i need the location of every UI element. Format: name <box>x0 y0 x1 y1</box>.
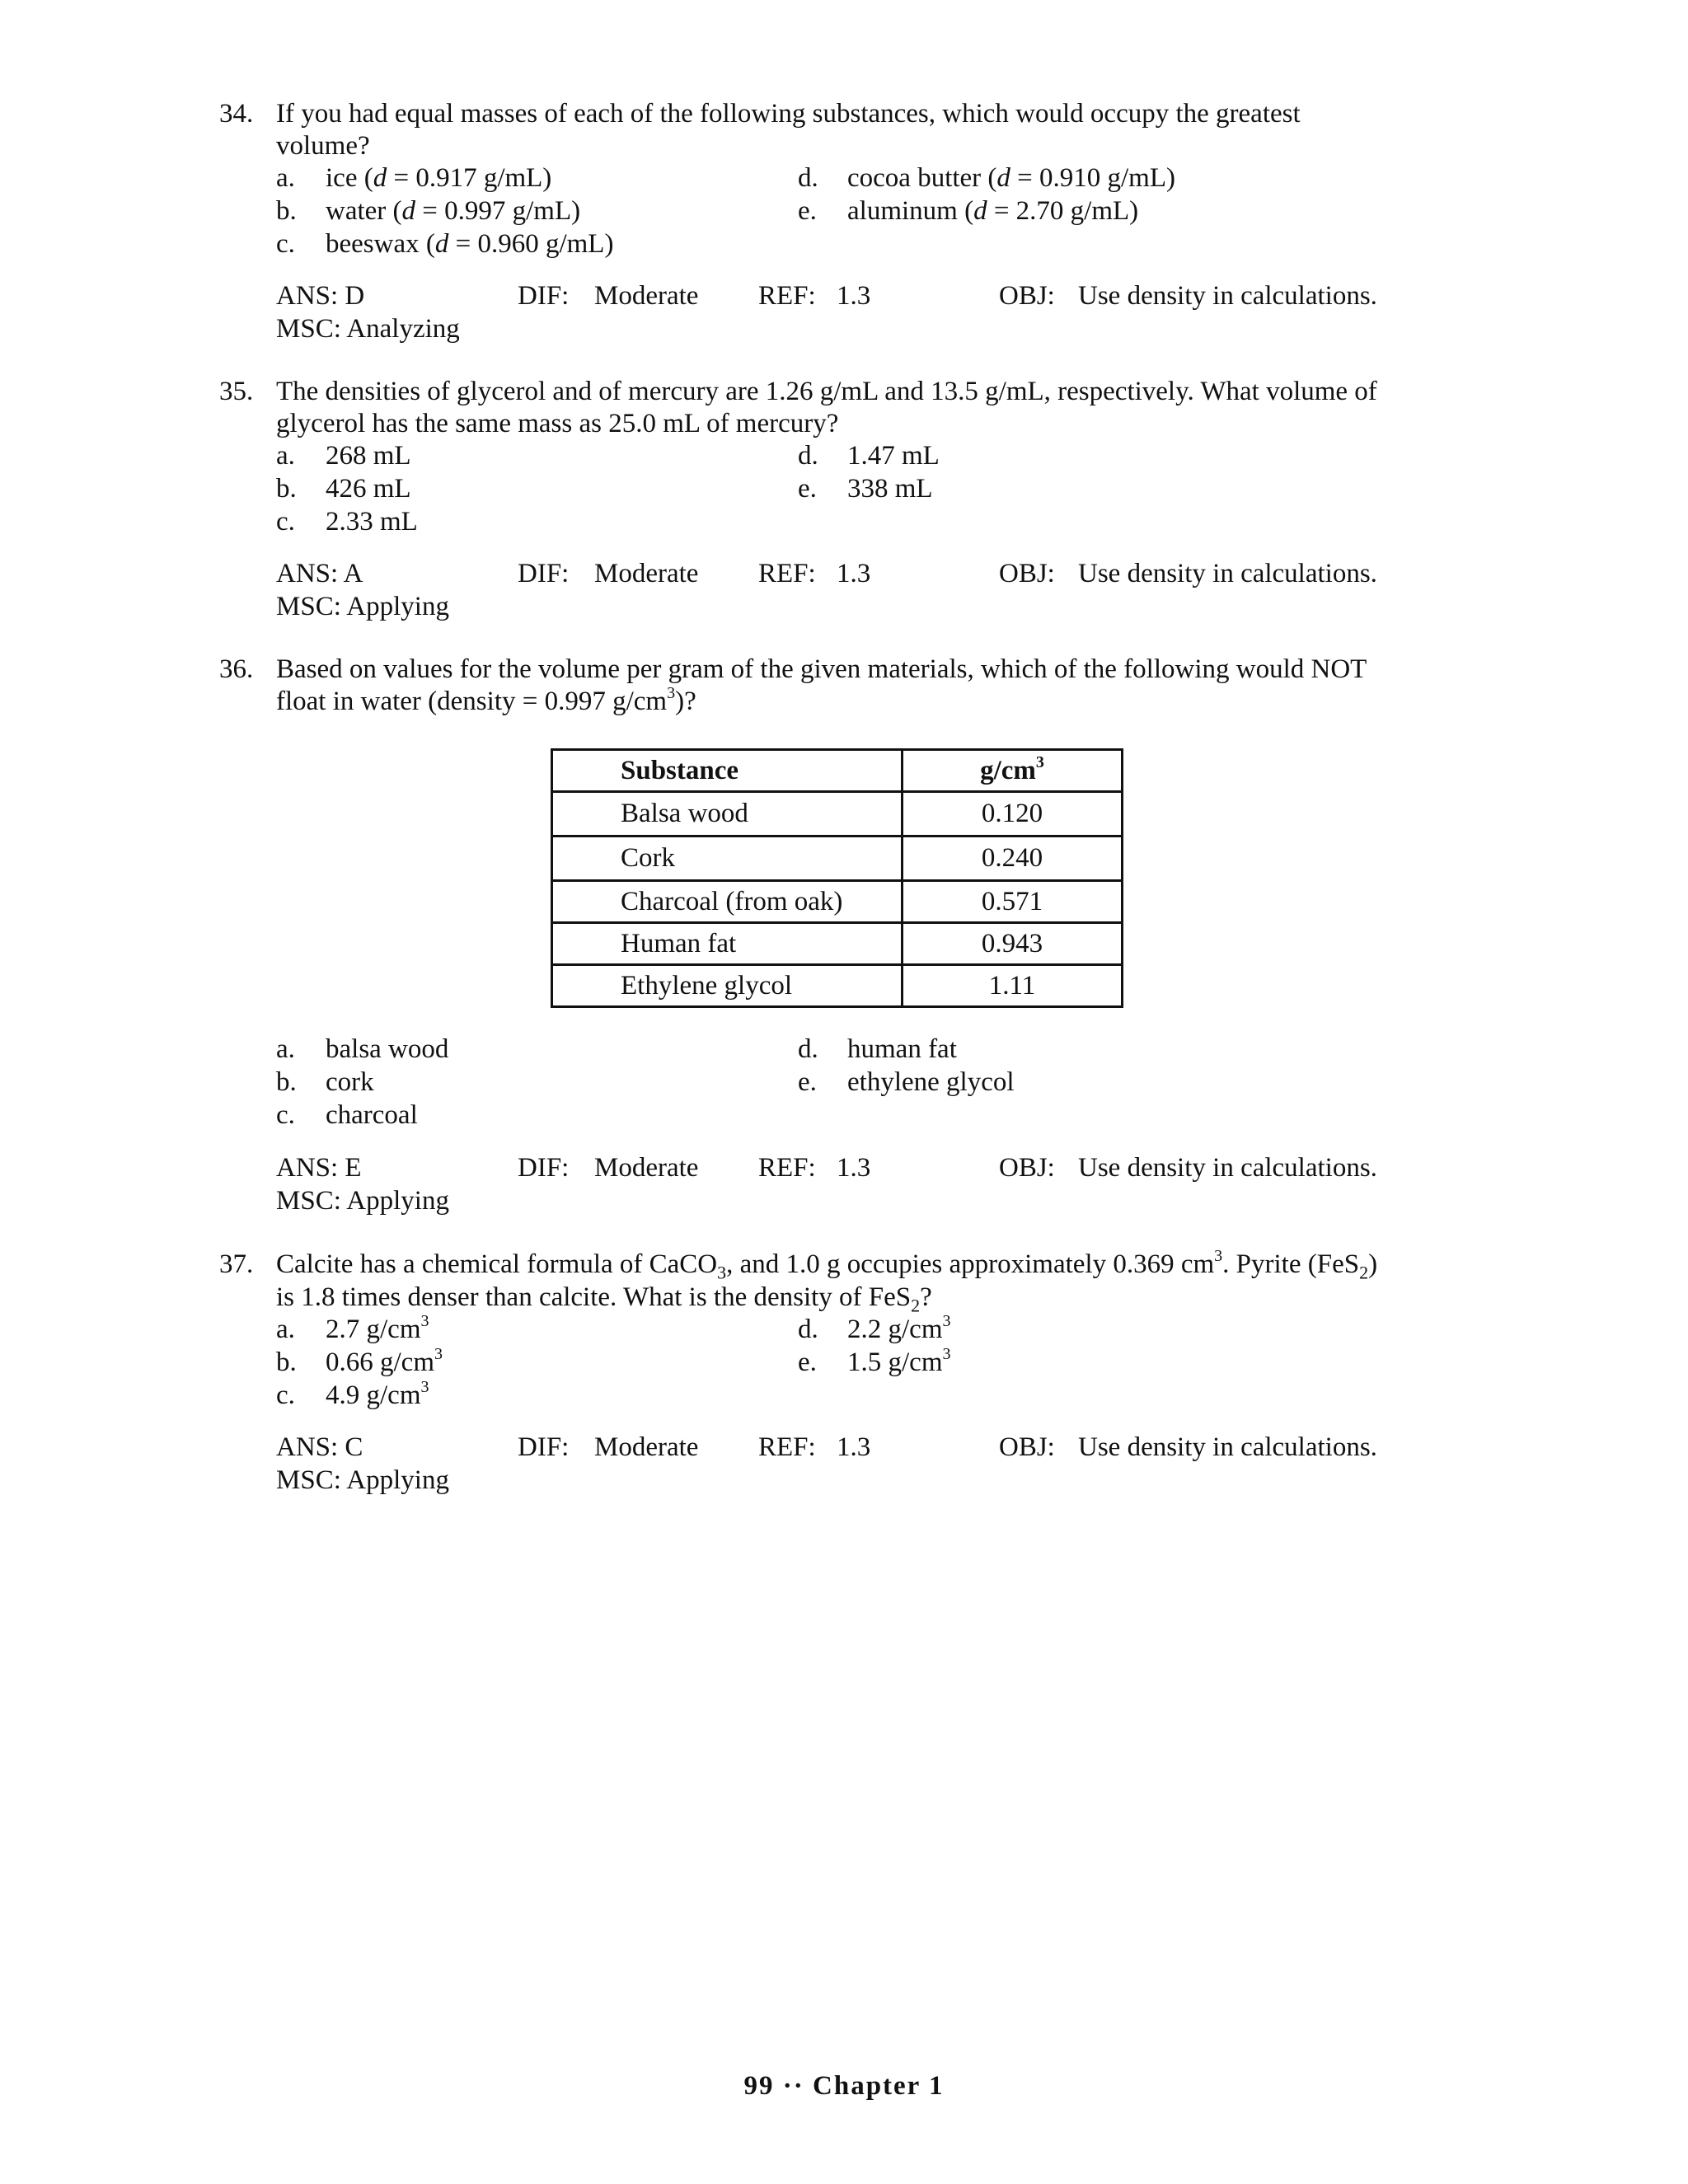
column-header-substance: Substance <box>552 750 903 792</box>
question-stem-line1: The densities of glycerol and of mercury are 1.26 g/mL and 13.5 g/mL, respectively. What volume of <box>276 377 1377 406</box>
option-letter: a. <box>276 441 295 471</box>
option-d: human fat <box>847 1034 957 1064</box>
option-a: ice (d = 0.917 g/mL) <box>326 163 552 193</box>
density-table <box>551 748 1123 1008</box>
option-letter: d. <box>798 1315 818 1344</box>
difficulty: Moderate <box>594 1153 699 1183</box>
table-header-row <box>552 750 1123 792</box>
option-letter: e. <box>798 1347 817 1377</box>
question-stem-line1: Calcite has a chemical formula of CaCO$_3$, and 1.0 g occupies approximately 0.369 $cm^3$. Pyrite (FeS$_2$) <box>276 1247 1378 1283</box>
misc-category: MSC: Applying <box>276 1186 449 1216</box>
option-letter: e. <box>798 196 817 226</box>
option-e: 1.5 $g/cm^3$ <box>847 1345 951 1377</box>
objective: Use density in calculations. <box>1078 1432 1377 1462</box>
option-e: aluminum (d = 2.70 g/mL) <box>847 196 1139 226</box>
option-b: water (d = 0.997 g/mL) <box>326 196 581 226</box>
question-stem-line1: If you had equal masses of each of the following substances, which would occupy the greatest <box>276 99 1301 129</box>
difficulty: Moderate <box>594 281 699 311</box>
option-letter: d. <box>798 441 818 471</box>
answer: ANS: C <box>276 1432 363 1462</box>
question-stem-line2: float in water (density = 0.997 $g/cm^3$)? <box>276 684 696 716</box>
table-cell-density: 0.571 <box>903 881 1123 923</box>
difficulty: Moderate <box>594 1432 699 1462</box>
option-letter: b. <box>276 196 297 226</box>
option-a: balsa wood <box>326 1034 449 1064</box>
difficulty-label: DIF: <box>518 1432 570 1462</box>
table-cell-density: 0.240 <box>903 837 1123 881</box>
option-b: cork <box>326 1067 374 1097</box>
option-letter: a. <box>276 163 295 193</box>
table-row <box>552 881 1123 923</box>
difficulty-label: DIF: <box>518 559 570 588</box>
table-cell-substance: Ethylene glycol <box>552 965 903 1007</box>
difficulty-label: DIF: <box>518 1153 570 1183</box>
table-row <box>552 792 1123 837</box>
option-d: 2.2 $g/cm^3$ <box>847 1312 951 1344</box>
objective-label: OBJ: <box>999 1432 1055 1462</box>
reference: 1.3 <box>837 281 871 311</box>
option-letter: d. <box>798 1034 818 1064</box>
table-cell-substance: Human fat <box>552 923 903 965</box>
table-cell-substance: Balsa wood <box>552 792 903 837</box>
option-c: beeswax (d = 0.960 g/mL) <box>326 229 614 259</box>
option-b: 426 mL <box>326 474 411 504</box>
reference: 1.3 <box>837 1432 871 1462</box>
option-letter: e. <box>798 1067 817 1097</box>
table-cell-density: 1.11 <box>903 965 1123 1007</box>
answer: ANS: A <box>276 559 363 588</box>
option-d: 1.47 mL <box>847 441 940 471</box>
option-d: cocoa butter (d = 0.910 g/mL) <box>847 163 1176 193</box>
option-c: 2.33 mL <box>326 507 418 537</box>
reference: 1.3 <box>837 559 871 588</box>
option-c: charcoal <box>326 1100 418 1130</box>
misc-category: MSC: Analyzing <box>276 314 460 344</box>
question-stem-line2: glycerol has the same mass as 25.0 mL of mercury? <box>276 409 839 438</box>
table-row <box>552 965 1123 1007</box>
misc-category: MSC: Applying <box>276 592 449 621</box>
reference-label: REF: <box>758 1153 816 1183</box>
column-header-density: $g/cm^3$ <box>903 750 1123 792</box>
table-cell-density: 0.943 <box>903 923 1123 965</box>
option-letter: a. <box>276 1315 295 1344</box>
objective: Use density in calculations. <box>1078 559 1377 588</box>
question-stem-line2: is 1.8 times denser than calcite. What is the density of FeS$_2$? <box>276 1282 932 1316</box>
question-stem-line2: volume? <box>276 131 370 161</box>
question-number: 35. <box>219 377 254 406</box>
reference-label: REF: <box>758 281 816 311</box>
option-a: 268 mL <box>326 441 411 471</box>
objective-label: OBJ: <box>999 281 1055 311</box>
question-number: 34. <box>219 99 254 129</box>
option-b: 0.66 $g/cm^3$ <box>326 1345 443 1377</box>
option-e: ethylene glycol <box>847 1067 1015 1097</box>
option-letter: c. <box>276 1380 295 1410</box>
option-e: 338 mL <box>847 474 933 504</box>
objective: Use density in calculations. <box>1078 281 1377 311</box>
objective-label: OBJ: <box>999 1153 1055 1183</box>
question-stem-line1: Based on values for the volume per gram of the given materials, which of the following would NOT <box>276 654 1367 684</box>
reference-label: REF: <box>758 559 816 588</box>
option-letter: b. <box>276 474 297 504</box>
answer: ANS: E <box>276 1153 362 1183</box>
option-letter: b. <box>276 1067 297 1097</box>
objective: Use density in calculations. <box>1078 1153 1377 1183</box>
objective-label: OBJ: <box>999 559 1055 588</box>
option-letter: e. <box>798 474 817 504</box>
question-number: 36. <box>219 654 254 684</box>
misc-category: MSC: Applying <box>276 1465 449 1495</box>
difficulty-label: DIF: <box>518 281 570 311</box>
question-number: 37. <box>219 1249 254 1279</box>
table-row <box>552 837 1123 881</box>
option-c: 4.9 $g/cm^3$ <box>326 1378 429 1410</box>
difficulty: Moderate <box>594 559 699 588</box>
option-letter: c. <box>276 1100 295 1130</box>
table-cell-density: 0.120 <box>903 792 1123 837</box>
page-footer: 99 ·· Chapter 1 <box>743 2071 945 2101</box>
option-letter: a. <box>276 1034 295 1064</box>
option-letter: c. <box>276 507 295 537</box>
answer: ANS: D <box>276 281 365 311</box>
reference-label: REF: <box>758 1432 816 1462</box>
table-row <box>552 923 1123 965</box>
table-cell-substance: Charcoal (from oak) <box>552 881 903 923</box>
option-letter: d. <box>798 163 818 193</box>
table-cell-substance: Cork <box>552 837 903 881</box>
option-letter: c. <box>276 229 295 259</box>
reference: 1.3 <box>837 1153 871 1183</box>
option-a: 2.7 $g/cm^3$ <box>326 1312 429 1344</box>
option-letter: b. <box>276 1347 297 1377</box>
